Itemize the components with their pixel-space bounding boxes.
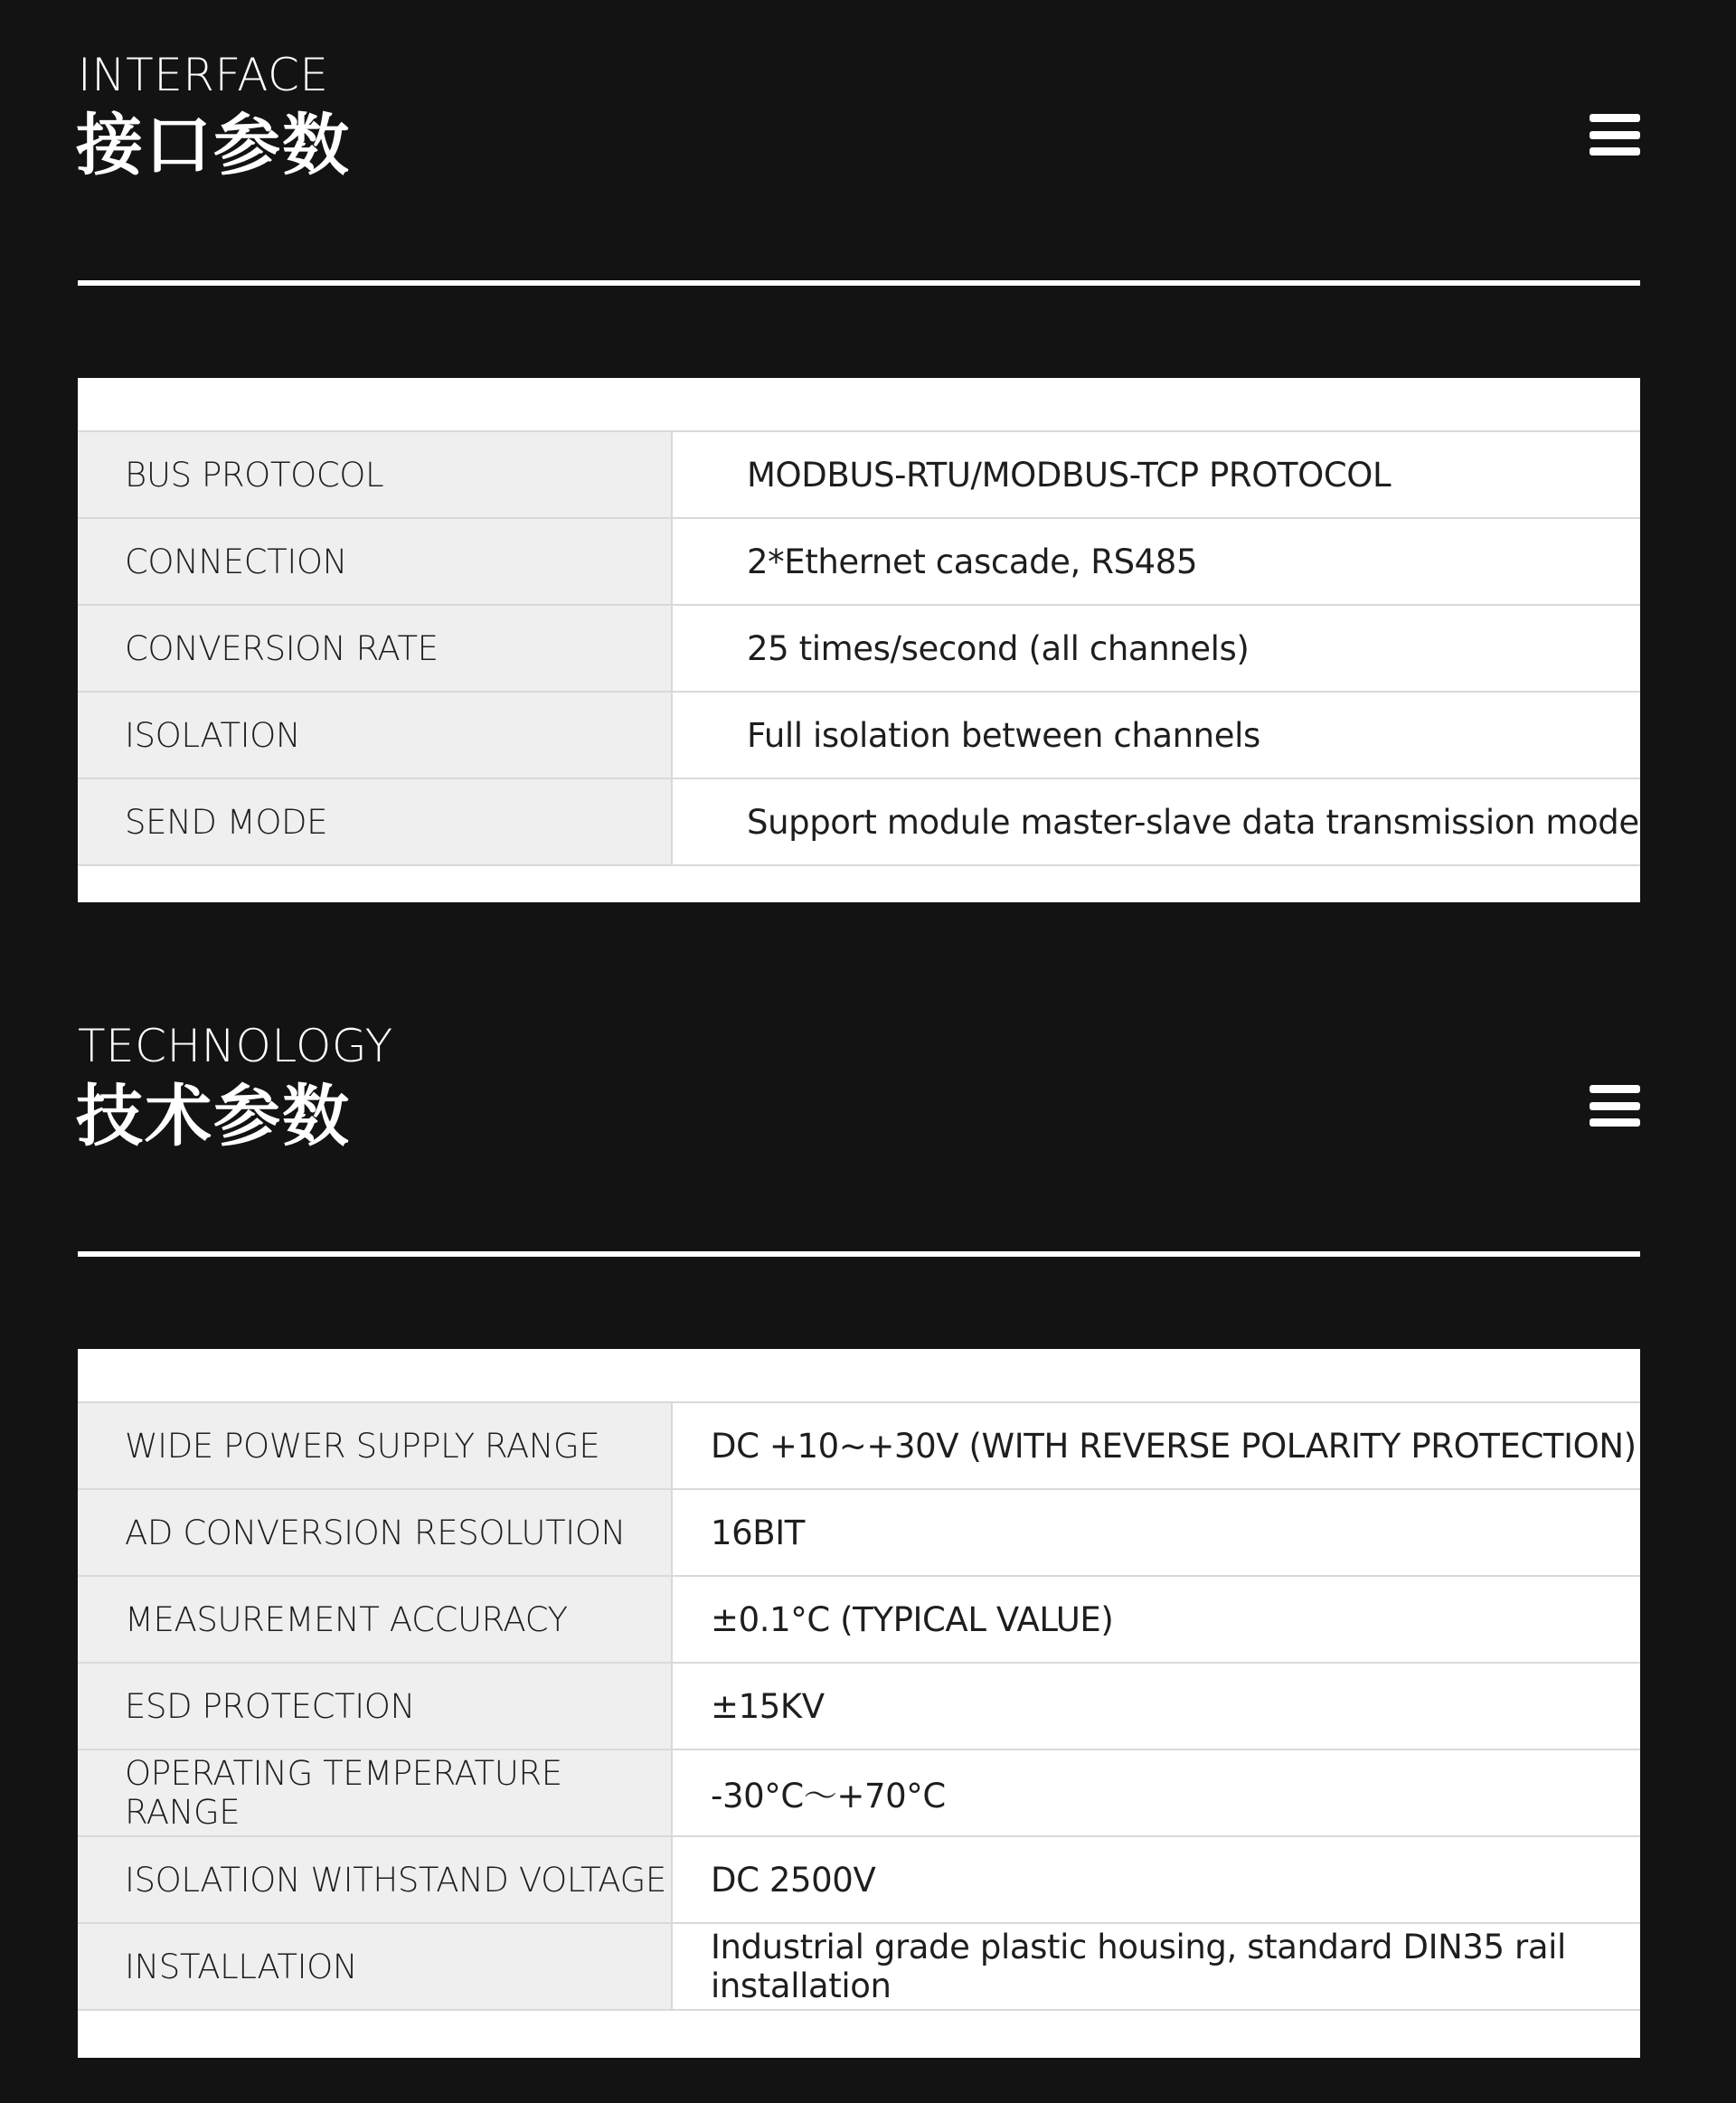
spec-rows xyxy=(78,430,1640,866)
section-eyebrow: INTERFACE xyxy=(78,49,329,101)
spec-value: Support module master-slave data transmission mode xyxy=(673,779,1640,864)
spec-value: ±15KV xyxy=(673,1664,1640,1749)
spec-table xyxy=(78,1349,1640,2058)
spec-key: MEASUREMENT ACCURACY xyxy=(78,1577,673,1662)
spec-key: BUS PROTOCOL xyxy=(78,432,673,517)
table-row xyxy=(78,1403,1640,1490)
table-row xyxy=(78,1924,1640,2011)
spec-value: DC +10~+30V (WITH REVERSE POLARITY PROTECTION) xyxy=(673,1403,1640,1488)
spec-value: 16BIT xyxy=(673,1490,1640,1575)
spec-value: ±0.1°C (TYPICAL VALUE) xyxy=(673,1577,1640,1662)
spec-table xyxy=(78,378,1640,902)
table-row xyxy=(78,432,1640,519)
hamburger-menu-icon[interactable] xyxy=(1590,1085,1640,1127)
spec-key: ISOLATION WITHSTAND VOLTAGE xyxy=(78,1837,673,1922)
section-eyebrow: TECHNOLOGY xyxy=(78,1020,393,1072)
spec-value: Industrial grade plastic housing, standard DIN35 rail installation xyxy=(673,1924,1640,2009)
spec-value: Full isolation between channels xyxy=(673,693,1640,778)
spec-key: ESD PROTECTION xyxy=(78,1664,673,1749)
spec-value: -30°C～+70°C xyxy=(673,1750,1640,1835)
table-row xyxy=(78,779,1640,866)
table-row xyxy=(78,1837,1640,1924)
spec-value: MODBUS-RTU/MODBUS-TCP PROTOCOL xyxy=(673,432,1640,517)
section-divider xyxy=(78,1251,1640,1257)
spec-key: AD CONVERSION RESOLUTION xyxy=(78,1490,673,1575)
section-title: 技术参数 xyxy=(76,1078,351,1155)
table-row xyxy=(78,1490,1640,1577)
spec-value: 25 times/second (all channels) xyxy=(673,606,1640,691)
spec-key: CONNECTION xyxy=(78,519,673,604)
section-divider xyxy=(78,280,1640,286)
spec-key: SEND MODE xyxy=(78,779,673,864)
spec-key: WIDE POWER SUPPLY RANGE xyxy=(78,1403,673,1488)
spec-key: ISOLATION xyxy=(78,693,673,778)
spec-rows xyxy=(78,1401,1640,2011)
table-row xyxy=(78,693,1640,779)
spec-key: CONVERSION RATE xyxy=(78,606,673,691)
spec-key: OPERATING TEMPERATURE RANGE xyxy=(78,1750,673,1835)
spec-key: INSTALLATION xyxy=(78,1924,673,2009)
spec-value: DC 2500V xyxy=(673,1837,1640,1922)
hamburger-menu-icon[interactable] xyxy=(1590,114,1640,156)
section-title: 接口参数 xyxy=(76,107,351,184)
table-row xyxy=(78,606,1640,693)
table-row xyxy=(78,519,1640,606)
table-row xyxy=(78,1664,1640,1750)
spec-value: 2*Ethernet cascade, RS485 xyxy=(673,519,1640,604)
table-row xyxy=(78,1750,1640,1837)
table-row xyxy=(78,1577,1640,1664)
